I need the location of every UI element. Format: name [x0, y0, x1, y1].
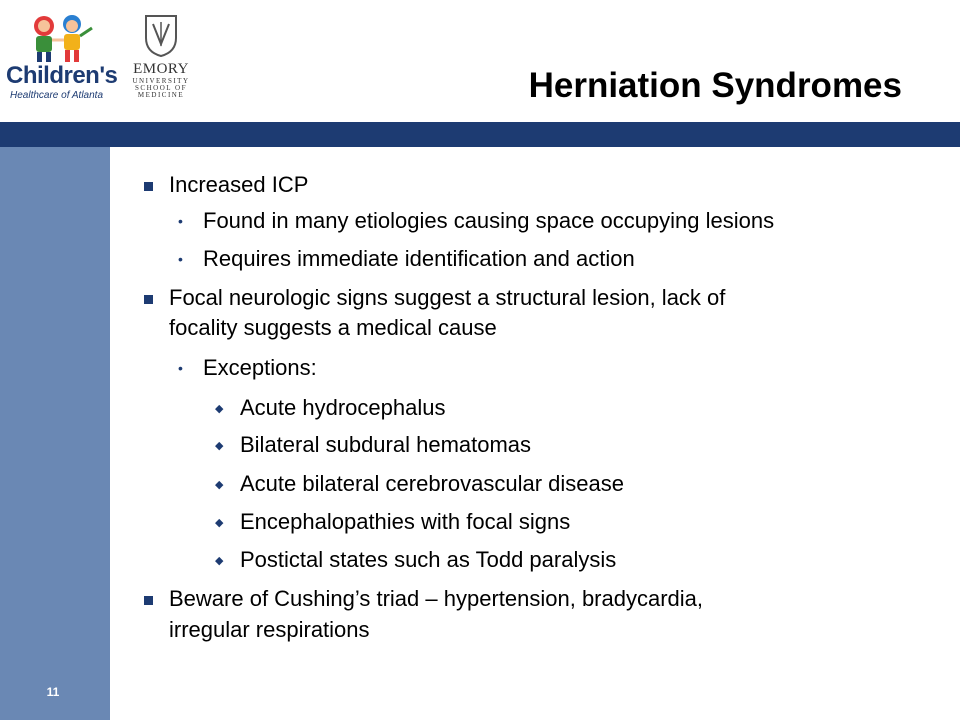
header-rule-bar	[0, 122, 960, 147]
diamond-bullet-icon: ◆	[215, 403, 224, 415]
square-bullet-icon	[144, 295, 153, 304]
childrens-logo-name: Children's	[6, 62, 118, 89]
bullet-text: Acute hydrocephalus	[240, 395, 446, 420]
emory-line-4: MEDICINE	[137, 91, 185, 100]
dot-bullet-icon: •	[178, 360, 183, 376]
bullet-text: Requires immediate identification and action	[203, 246, 635, 271]
bullet-text: Postictal states such as Todd paralysis	[240, 547, 617, 572]
bullet-text: Found in many etiologies causing space occupying lesions	[203, 208, 775, 233]
bullet-text: Encephalopathies with focal signs	[240, 509, 571, 534]
childrens-kids-icon	[6, 14, 118, 64]
emory-shield-icon	[126, 14, 196, 58]
childrens-healthcare-logo	[6, 14, 118, 104]
emory-line-3: SCHOOL OF	[135, 84, 187, 93]
square-bullet-icon	[144, 596, 153, 605]
diamond-bullet-icon: ◆	[215, 555, 224, 567]
dot-bullet-icon: •	[178, 213, 183, 229]
childrens-logo-subtitle: Healthcare of Atlanta	[10, 90, 104, 101]
slide-title: Herniation Syndromes	[528, 66, 902, 105]
diamond-bullet-icon: ◆	[215, 517, 224, 529]
emory-medicine-logo	[126, 14, 196, 110]
bullet-text: Exceptions:	[203, 355, 317, 380]
emory-line-2: UNIVERSITY	[132, 76, 190, 85]
bullet-text: Increased ICP	[169, 172, 309, 197]
diamond-bullet-icon: ◆	[215, 440, 224, 452]
dot-bullet-icon: •	[178, 251, 183, 267]
bullet-text: Beware of Cushing’s triad – hypertension, bradycardia,	[169, 586, 704, 611]
bullet-text: Focal neurologic signs suggest a structural lesion, lack of	[169, 285, 726, 310]
square-bullet-icon	[144, 182, 153, 191]
left-sidebar-band	[0, 147, 110, 720]
emory-logo-text	[126, 62, 196, 100]
slide-number: 11	[46, 685, 60, 699]
diamond-bullet-icon: ◆	[215, 479, 224, 491]
bullet-text: Acute bilateral cerebrovascular disease	[240, 471, 624, 496]
bullet-text: Bilateral subdural hematomas	[240, 432, 532, 457]
bullet-text: irregular respirations	[169, 617, 370, 642]
emory-line-1: EMORY	[133, 61, 189, 77]
bullet-text: focality suggests a medical cause	[169, 315, 497, 340]
